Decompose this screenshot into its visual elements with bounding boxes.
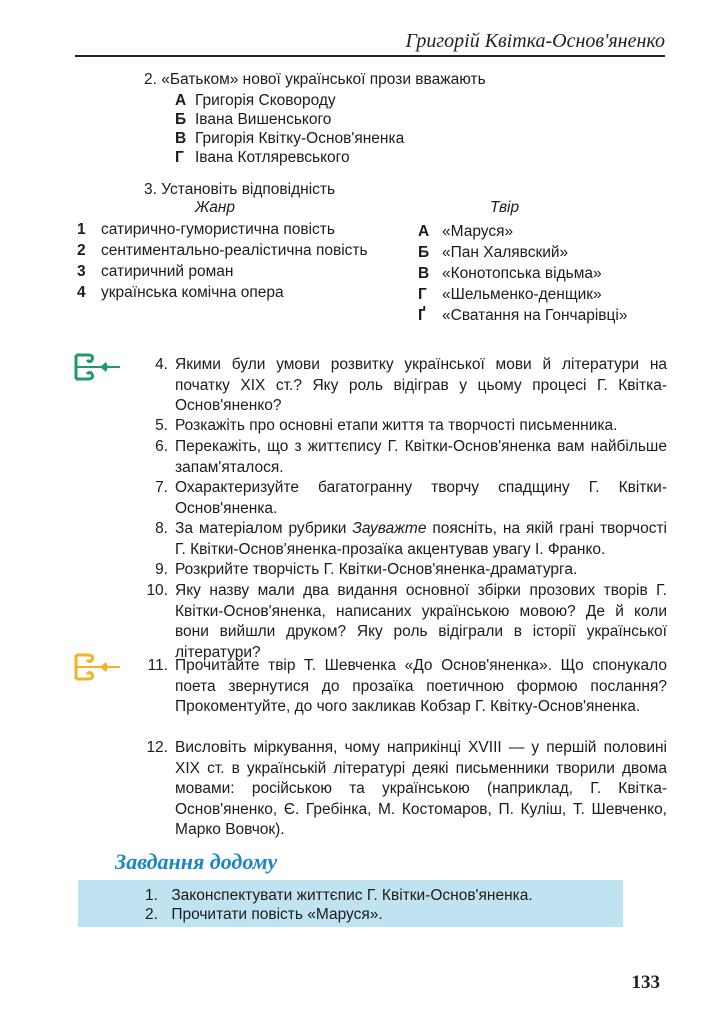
option-text: Григорія Сковороду — [195, 92, 336, 109]
option-text: Івана Вишенського — [195, 111, 332, 128]
yellow-ornament-icon — [72, 652, 122, 682]
genre-key: 2 — [77, 242, 86, 259]
work-row — [418, 222, 513, 242]
work-text: «Конотопська відьма» — [442, 265, 602, 282]
task-text: Якими були умови розвитку української мови й літератури на початку XIX ст.? Яку роль відіграв у цьому процесі Г. Квітка-Основ'яненко? — [175, 356, 667, 414]
genre-key: 1 — [77, 221, 86, 238]
homework-text: Законспектувати життєпис Г. Квітки-Основ'яненка. — [171, 887, 533, 904]
task-9 — [142, 560, 667, 581]
task-12 — [142, 738, 667, 841]
genre-row — [77, 262, 233, 282]
work-text: «Шельменко-денщик» — [442, 286, 602, 303]
work-row — [418, 243, 568, 263]
homework-number: 2. — [145, 906, 158, 923]
task-number: 7. — [155, 479, 168, 496]
task-text — [175, 519, 667, 560]
task-number: 4. — [155, 356, 168, 373]
genre-row — [77, 241, 368, 261]
task-7 — [142, 478, 667, 519]
homework-number: 1. — [145, 887, 158, 904]
task-text: Висловіть міркування, чому наприкінці XVIII — у першій половині XIX ст. в українській літературі деякі письменники творили двома мовами: російською та українською (наприклад, Г. Квітка-Основ'яненко, Є. Гребінка, М. Костомаров, П. Куліш, Т. Шевченко, Марко Вовчок). — [175, 739, 667, 838]
answer-option-c — [175, 129, 404, 149]
homework-section-title: Завдання додому — [115, 849, 278, 874]
work-text: «Маруся» — [442, 223, 514, 240]
task-text: Розкрийте творчість Г. Квітки-Основ'яненка-драматурга. — [175, 561, 578, 578]
task-8 — [142, 519, 667, 560]
rubric-name: Зауважте — [352, 520, 427, 537]
answer-option-a — [175, 91, 336, 111]
task-4 — [142, 355, 667, 417]
answer-option-b — [175, 110, 331, 130]
genre-column-header: Жанр — [195, 199, 235, 216]
genre-text: сатирично-гумористична повість — [101, 221, 335, 238]
task-5 — [142, 416, 667, 437]
work-row — [418, 285, 602, 305]
question-text: «Батьком» нової української прози вважають — [161, 71, 486, 88]
genre-row — [77, 220, 335, 240]
task-text: Яку назву мали два видання основної збірки прозових творів Г. Квітки-Основ'яненка, написаних українською мовою? Де й коли вони вийшли друком? Яку роль відіграли в історії української літератури? — [175, 582, 667, 661]
page-number: 133 — [631, 972, 660, 993]
option-text: Івана Котляревського — [195, 149, 350, 166]
option-text: Григорія Квітку-Основ'яненка — [195, 130, 405, 147]
task-number: 6. — [155, 438, 168, 455]
work-key: Ґ — [418, 307, 426, 324]
task-text: Перекажіть, що з життєпису Г. Квітки-Основ'яненка вам найбільше запам'яталося. — [175, 438, 667, 476]
task-number: 5. — [155, 417, 168, 434]
task-text: Охарактеризуйте багатогранну творчу спадщину Г. Квітки-Основ'яненка. — [175, 479, 667, 517]
work-key: Г — [418, 286, 427, 303]
task-number: 11. — [147, 657, 168, 674]
task-10 — [142, 581, 667, 663]
homework-text: Прочитати повість «Маруся». — [171, 906, 383, 923]
task-11 — [142, 656, 667, 718]
option-letter: Б — [175, 111, 187, 128]
work-row — [418, 264, 602, 284]
answer-option-d — [175, 148, 350, 168]
task-text: Прочитайте твір Т. Шевченка «До Основ'яненка». Що спонукало поета звернутися до прозаїка поетичною формою послання? Прокоментуйте, до чого закликав Кобзар Г. Квітку-Основ'яненка. — [175, 657, 667, 715]
option-letter: В — [175, 130, 187, 147]
question-3 — [144, 180, 335, 200]
header-divider — [75, 55, 665, 57]
work-key: Б — [418, 244, 430, 261]
genre-key: 4 — [77, 284, 86, 301]
work-row — [418, 306, 627, 326]
option-letter: А — [175, 92, 187, 109]
genre-text: сатиричний роман — [101, 263, 234, 280]
question-text: Установіть відповідність — [161, 181, 336, 198]
genre-key: 3 — [77, 263, 86, 280]
work-text: «Пан Халявский» — [442, 244, 569, 261]
work-text: «Сватання на Гончарівці» — [442, 307, 628, 324]
question-2 — [144, 70, 486, 90]
task-text: Розкажіть про основні етапи життя та творчості письменника. — [175, 417, 618, 434]
option-letter: Г — [175, 149, 184, 166]
task-number: 12. — [146, 739, 168, 756]
running-header-title: Григорій Квітка-Основ'яненко — [405, 30, 665, 52]
work-column-header: Твір — [490, 199, 520, 216]
genre-text: українська комічна опера — [101, 284, 284, 301]
work-key: А — [418, 223, 430, 240]
work-key: В — [418, 265, 430, 282]
task-number: 8. — [155, 520, 168, 537]
homework-item — [145, 905, 383, 925]
genre-text: сентиментально-реалістична повість — [101, 242, 368, 259]
task-number: 10. — [146, 582, 168, 599]
task-text-part: поясніть, на якій грані творчості Г. Квітки-Основ'яненка-прозаїка акцентував увагу І. Франко. — [175, 520, 668, 558]
genre-row — [77, 283, 284, 303]
task-number: 9. — [155, 561, 168, 578]
task-text-part: За матеріалом рубрики — [175, 520, 353, 537]
task-6 — [142, 437, 667, 478]
homework-item — [145, 886, 533, 906]
question-number: 3. — [144, 181, 157, 198]
question-number: 2. — [144, 71, 157, 88]
green-ornament-icon — [72, 352, 122, 382]
